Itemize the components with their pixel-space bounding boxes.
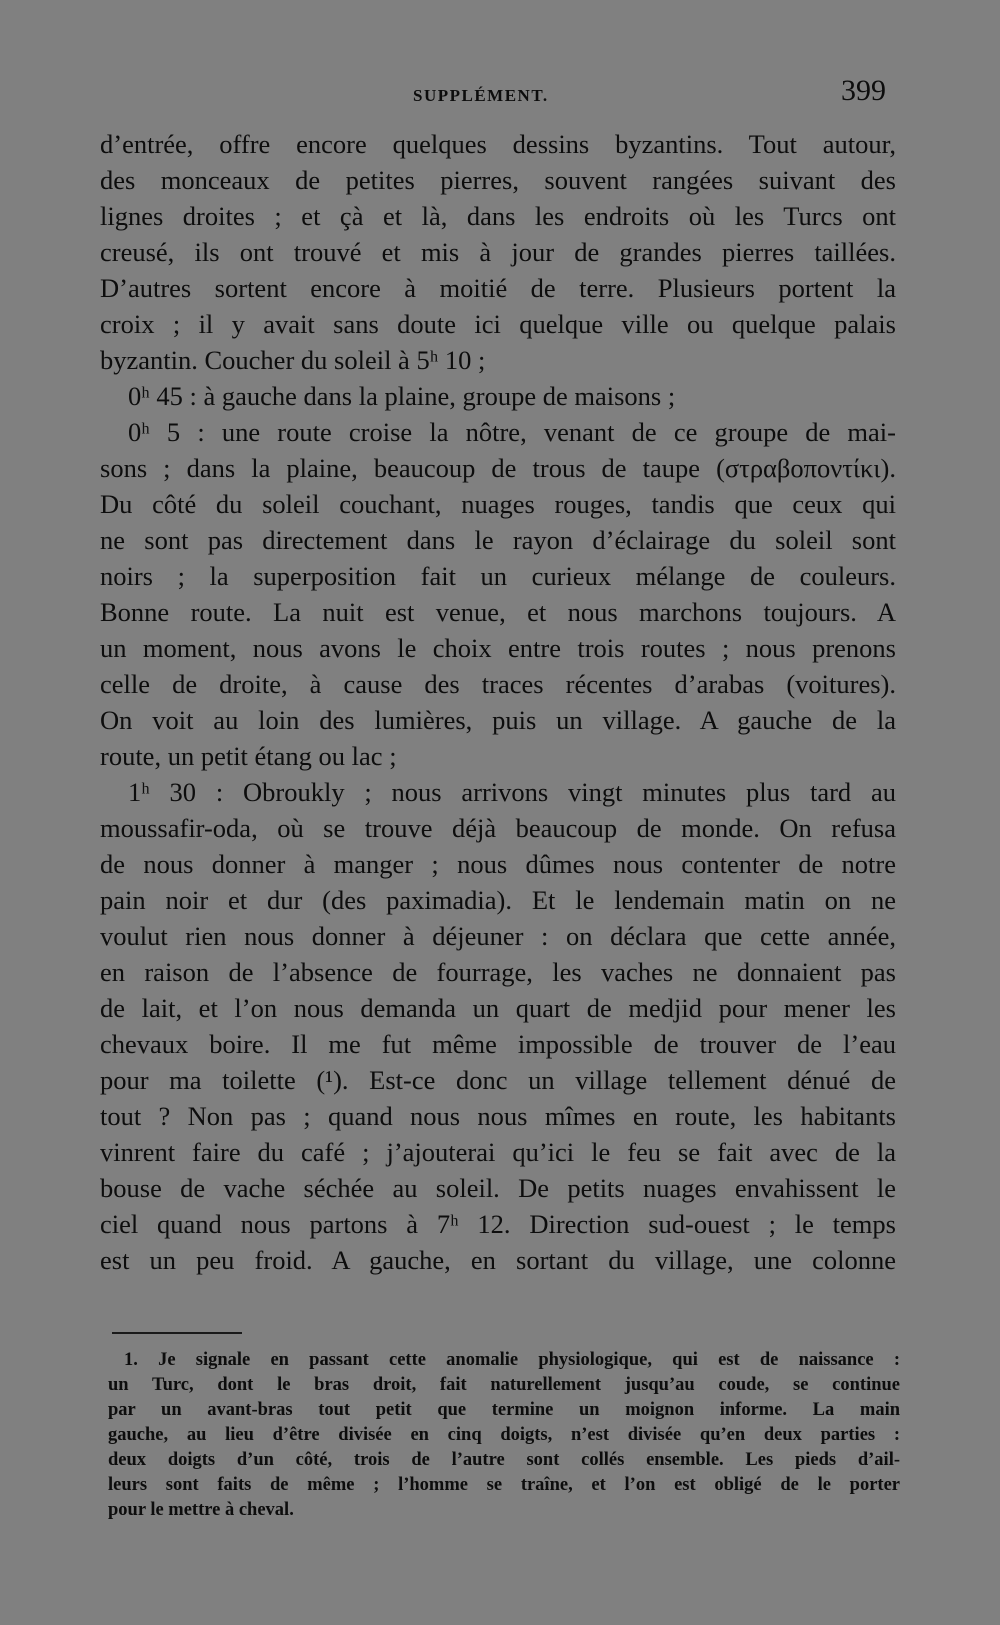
body-line: celle de droite, à cause des traces récentes d’arabas (voitures). xyxy=(100,669,896,699)
body-line: lignes droites ; et çà et là, dans les endroits où les Turcs ont xyxy=(100,201,896,231)
body-line: 0ʰ 5 : une route croise la nôtre, venant de ce groupe de mai- xyxy=(128,417,896,447)
body-line: pour ma toilette (¹). Est-ce donc un village tellement dénué de xyxy=(100,1065,896,1095)
body-line: tout ? Non pas ; quand nous nous mîmes en route, les habitants xyxy=(100,1101,896,1131)
body-line: On voit au loin des lumières, puis un village. A gauche de la xyxy=(100,705,896,735)
body-line: bouse de vache séchée au soleil. De petits nuages envahissent le xyxy=(100,1173,896,1203)
body-line: est un peu froid. A gauche, en sortant du village, une colonne xyxy=(100,1245,896,1275)
footnote-line: deux doigts d’un côté, trois de l’autre sont collés ensemble. Les pieds d’ail- xyxy=(108,1450,900,1470)
footnote-divider xyxy=(112,1332,242,1334)
footnote-line: gauche, au lieu d’être divisée en cinq doigts, n’est divisée qu’en deux parties : xyxy=(108,1425,900,1445)
body-line: 1ʰ 30 : Obrouklу ; nous arrivons vingt minutes plus tard au xyxy=(128,777,896,807)
body-line: croix ; il y avait sans doute ici quelque ville ou quelque palais xyxy=(100,309,896,339)
running-title: SUPPLÉMENT. xyxy=(413,86,549,105)
body-line: ne sont pas directement dans le rayon d’éclairage du soleil sont xyxy=(100,525,896,555)
body-line: vinrent faire du café ; j’ajouterai qu’ici le feu se fait avec de la xyxy=(100,1137,896,1167)
body-line: Du côté du soleil couchant, nuages rouges, tandis que ceux qui xyxy=(100,489,896,519)
footnote-line: 1. Je signale en passant cette anomalie physiologique, qui est de naissance : xyxy=(124,1350,900,1370)
body-line: creusé, ils ont trouvé et mis à jour de grandes pierres taillées. xyxy=(100,237,896,267)
body-line: des monceaux de petites pierres, souvent rangées suivant des xyxy=(100,165,896,195)
body-line: Bonne route. La nuit est venue, et nous marchons toujours. A xyxy=(100,597,896,627)
body-line: route, un petit étang ou lac ; xyxy=(100,741,397,771)
body-line: voulut rien nous donner à déjeuner : on déclara que cette année, xyxy=(100,921,896,951)
body-line: de nous donner à manger ; nous dûmes nous contenter de notre xyxy=(100,849,896,879)
body-line: D’autres sortent encore à moitié de terre. Plusieurs portent la xyxy=(100,273,896,303)
body-line: en raison de l’absence de fourrage, les vaches ne donnaient pas xyxy=(100,957,896,987)
page-number: 399 xyxy=(841,74,886,107)
body-line: sons ; dans la plaine, beaucoup de trous de taupe (στραβοποντίκι). xyxy=(100,453,896,483)
body-line: ciel quand nous partons à 7ʰ 12. Direction sud-ouest ; le temps xyxy=(100,1209,896,1239)
footnote-line: un Turc, dont le bras droit, fait naturellement jusqu’au coude, se continue xyxy=(108,1375,900,1395)
body-line: 0ʰ 45 : à gauche dans la plaine, groupe de maisons ; xyxy=(128,381,676,411)
body-line: byzantin. Coucher du soleil à 5ʰ 10 ; xyxy=(100,345,486,375)
footnote-line: leurs sont faits de même ; l’homme se traîne, et l’on est obligé de le porter xyxy=(108,1475,900,1495)
body-line: de lait, et l’on nous demanda un quart de medjid pour mener les xyxy=(100,993,896,1023)
body-line: pain noir et dur (des paximadia). Et le lendemain matin on ne xyxy=(100,885,896,915)
body-line: chevaux boire. Il me fut même impossible de trouver de l’eau xyxy=(100,1029,896,1059)
body-line: moussafir-oda, où se trouve déjà beaucoup de monde. On refusa xyxy=(100,813,896,843)
body-line: un moment, nous avons le choix entre trois routes ; nous prenons xyxy=(100,633,896,663)
body-line: noirs ; la superposition fait un curieux mélange de couleurs. xyxy=(100,561,896,591)
footnote-line: pour le mettre à cheval. xyxy=(108,1500,294,1520)
body-line: d’entrée, offre encore quelques dessins byzantins. Tout autour, xyxy=(100,129,896,159)
footnote-line: par un avant-bras tout petit que termine un moignon informe. La main xyxy=(108,1400,900,1420)
